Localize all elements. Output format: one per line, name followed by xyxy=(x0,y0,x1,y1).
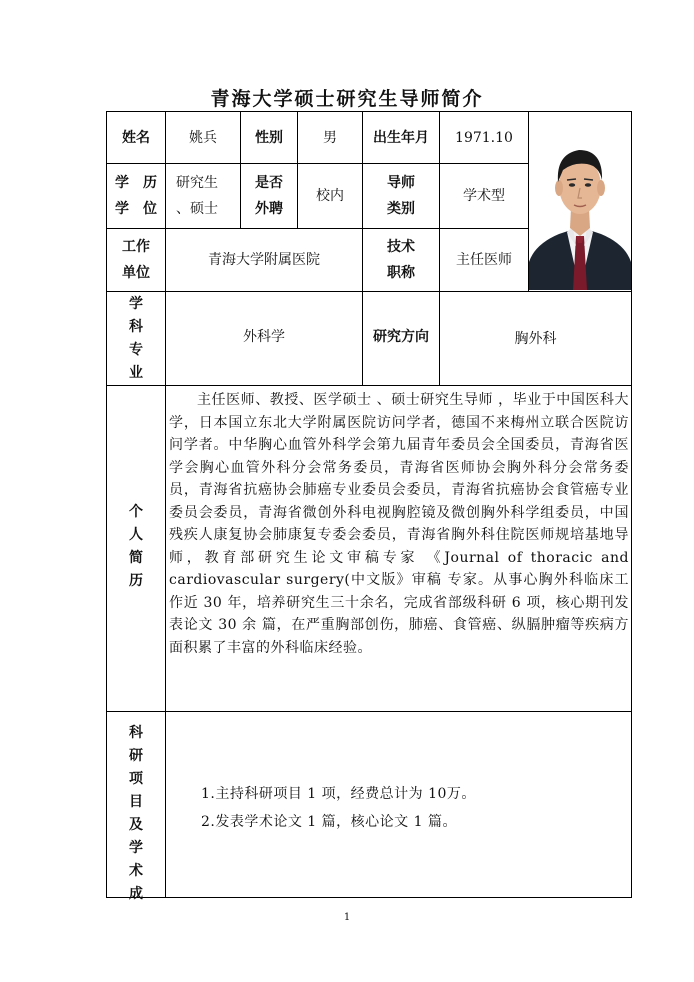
research-item: 1.主持科研项目 1 项，经费总计为 10万。 xyxy=(201,786,476,802)
tech-title-label xyxy=(363,229,439,291)
research-label-char: 科 xyxy=(129,725,143,741)
bio-text-block xyxy=(169,389,629,659)
row-divider xyxy=(106,711,632,712)
research-label-char: 目 xyxy=(129,794,143,810)
external-value: 校内 xyxy=(316,188,344,204)
research-direction-value: 胸外科 xyxy=(514,330,557,347)
supervisor-type-label-line: 类别 xyxy=(387,201,415,217)
supervisor-type-value: 学术型 xyxy=(463,188,505,204)
gender-value: 男 xyxy=(323,129,337,146)
name-value: 姚兵 xyxy=(189,129,217,146)
research-label-char: 研 xyxy=(129,748,143,764)
bio-label-char: 个 xyxy=(129,503,143,520)
birth-label: 出生年月 xyxy=(373,129,429,146)
table-border-bottom xyxy=(106,897,632,898)
table-border-right xyxy=(631,111,632,897)
name-label: 姓名 xyxy=(122,129,150,146)
tech-title-label-line: 职称 xyxy=(387,265,415,281)
research-label-char: 学 xyxy=(129,840,143,856)
bio-text: 主任医师、教授、医学硕士 、硕士研究生导师 ，毕业于中国医科大学，日本国立东北大学附属医院访问学者，德国不来梅州立联合医院访问学者。中华胸心血管外科学会第九届青年委员会全国委员，青海省医学会胸心血管外科分会常务委员，青海省医师协会胸外科分会常务委员，青海省抗癌协会肺癌专业委员会委员，青海省抗癌协会食管癌专业委员会委员，青海省微创外科电视胸腔镜及微创胸外科学组委员，中国残疾人康复协会肺康复专委会委员，青海省胸外科住院医师规培基地导师，教育部研究生论文审稿专家 《Journal of thoracic and cardiovascular surgery(中文版》审稿 专家。从事心胸外科临床工作近 30 年，培养研究生三十余名，完成省部级科研 6 项，核心期刊发表论文 30 余 篇，在严重胸部创伤，肺癌、食管癌、纵膈肿瘤等疾病方面积累了丰富的外科临床经验。 xyxy=(169,392,629,656)
external-label-line: 是否 xyxy=(255,175,283,191)
bio-label-char: 历 xyxy=(129,572,143,589)
research-label xyxy=(107,712,165,902)
research-label-char: 及 xyxy=(129,817,143,833)
external-label-line: 外聘 xyxy=(255,201,283,217)
research-label-char: 术 xyxy=(129,863,143,879)
degree-label-line: 学 位 xyxy=(115,201,157,217)
page-number: 1 xyxy=(343,912,351,923)
supervisor-type-label-line: 导师 xyxy=(387,175,415,191)
row-divider xyxy=(106,385,632,386)
research-list xyxy=(201,780,476,836)
work-unit-label-line: 单位 xyxy=(122,265,150,281)
tech-title-value: 主任医师 xyxy=(456,252,512,268)
research-direction-label: 研究方向 xyxy=(373,328,429,345)
degree-value-line: 、硕士 xyxy=(176,201,218,217)
birth-value: 1971.10 xyxy=(455,129,513,146)
tech-title-label-line: 技术 xyxy=(387,239,415,255)
discipline-label-char: 学 xyxy=(129,295,143,312)
discipline-label xyxy=(107,292,165,385)
degree-value xyxy=(166,164,240,228)
portrait-photo xyxy=(529,112,631,290)
portrait-image xyxy=(529,112,631,290)
external-label xyxy=(241,164,297,228)
research-label-char: 成 xyxy=(129,886,143,902)
work-unit-value: 青海大学附属医院 xyxy=(208,252,320,268)
bio-label-char: 简 xyxy=(129,549,143,566)
research-label-char: 项 xyxy=(129,771,143,787)
work-unit-label-line: 工作 xyxy=(122,239,150,255)
work-unit-label xyxy=(107,229,165,291)
research-item: 2.发表学术论文 1 篇，核心论文 1 篇。 xyxy=(201,814,457,830)
degree-value-line: 研究生 xyxy=(176,175,218,191)
bio-label-char: 人 xyxy=(129,526,143,543)
discipline-label-char: 专 xyxy=(129,341,143,358)
gender-label: 性别 xyxy=(255,129,283,146)
bio-label xyxy=(107,386,165,711)
supervisor-type-label xyxy=(363,164,439,228)
discipline-label-char: 科 xyxy=(129,318,143,335)
degree-label-line: 学 历 xyxy=(115,175,157,191)
degree-label xyxy=(107,164,165,228)
page-title: 青海大学硕士研究生导师简介 xyxy=(210,88,484,110)
discipline-label-char: 业 xyxy=(129,364,143,381)
discipline-value: 外科学 xyxy=(243,328,285,345)
